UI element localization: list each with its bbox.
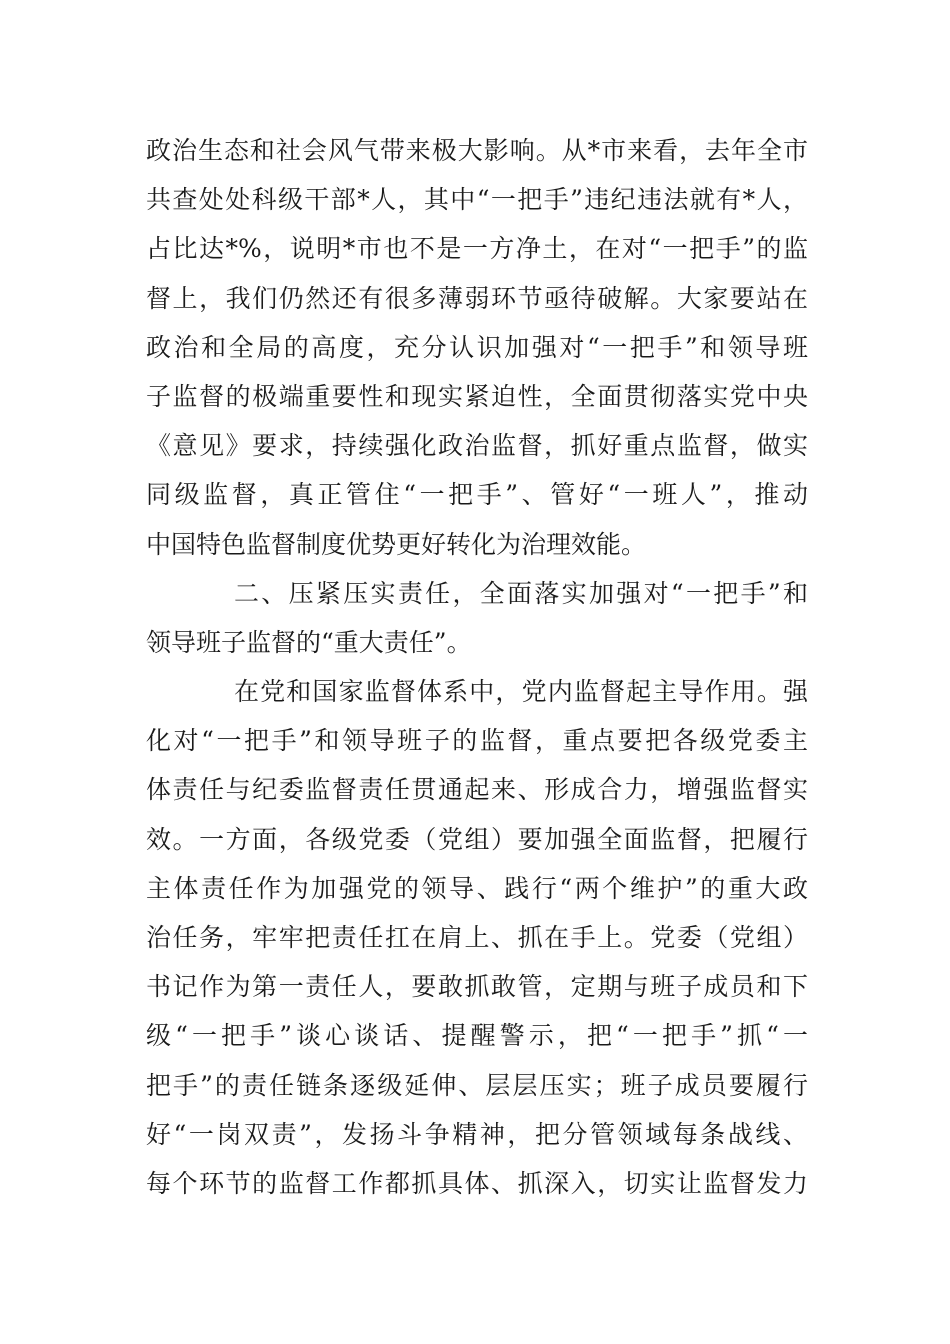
text-line: 书记作为第一责任人，要敢抓敢管，定期与班子成员和下 (146, 972, 808, 1002)
text-line: 占比达*%，说明*市也不是一方净土，在对“一把手”的监 (146, 234, 808, 264)
paragraph-first-line: 在党和国家监督体系中，党内监督起主导作用。强 (234, 677, 808, 707)
text-line: 每个环节的监督工作都抓具体、抓深入，切实让监督发力 (146, 1168, 808, 1198)
body-text (146, 126, 808, 1208)
text-line: 把手”的责任链条逐级延伸、层层压实；班子成员要履行 (146, 1070, 808, 1100)
text-line: 同级监督，真正管住“一把手”、管好“一班人”，推动 (146, 480, 808, 510)
text-line: 子监督的极端重要性和现实紧迫性，全面贯彻落实党中央 (146, 381, 808, 411)
paragraph-first-line: 二、压紧压实责任，全面落实加强对“一把手”和 (234, 578, 808, 608)
text-line: 效。一方面，各级党委（党组）要加强全面监督，把履行 (146, 824, 808, 854)
text-line: 《意见》要求，持续强化政治监督，抓好重点监督，做实 (146, 431, 808, 461)
text-line: 级“一把手”谈心谈话、提醒警示，把“一把手”抓“一 (146, 1021, 808, 1051)
text-line: 体责任与纪委监督责任贯通起来、形成合力，增强监督实 (146, 775, 808, 805)
text-line: 治任务，牢牢把责任扛在肩上、抓在手上。党委（党组） (146, 923, 808, 952)
text-line: 督上，我们仍然还有很多薄弱环节亟待破解。大家要站在 (146, 283, 808, 313)
text-line: 政治和全局的高度，充分认识加强对“一把手”和领导班 (146, 332, 808, 362)
text-line: 化对“一把手”和领导班子的监督，重点要把各级党委主 (146, 726, 808, 756)
text-line: 中国特色监督制度优势更好转化为治理效能。 (146, 529, 647, 559)
text-line: 好“一岗双责”，发扬斗争精神，把分管领域每条战线、 (146, 1119, 808, 1149)
text-line: 领导班子监督的“重大责任”。 (146, 627, 472, 657)
text-line: 政治生态和社会风气带来极大影响。从*市来看，去年全市 (146, 136, 808, 165)
text-line: 主体责任作为加强党的领导、践行“两个维护”的重大政 (146, 873, 808, 903)
text-line: 共查处处科级干部*人，其中“一把手”违纪违法就有*人， (146, 185, 808, 215)
